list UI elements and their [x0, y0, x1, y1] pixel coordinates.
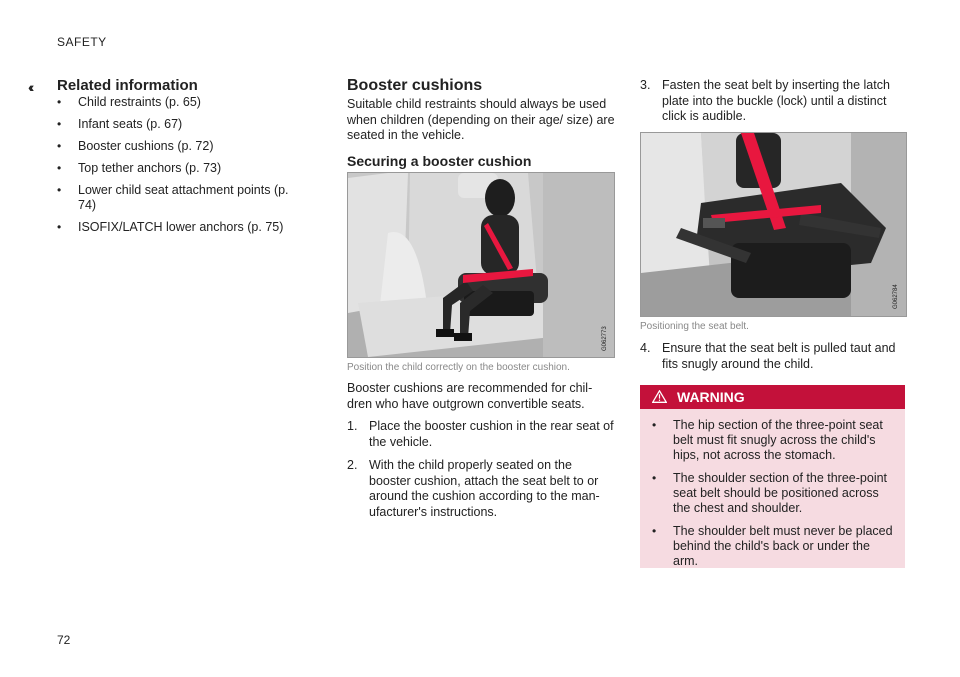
booster-cushion-image	[347, 172, 615, 358]
step-text: With the child properly seated on the booster cushion, attach the seat belt to or around the cushion according to the man- ufacturer's instructions.	[369, 458, 600, 519]
steps-list	[640, 78, 908, 133]
step-number: 4.	[640, 341, 651, 355]
step-item	[640, 341, 908, 372]
step-item	[347, 419, 617, 450]
step-text: Ensure that the seat belt is pulled taut and fits snugly around the child.	[662, 341, 896, 371]
related-link[interactable]: • Child restraints (p. 65)	[57, 95, 307, 110]
page-title: Booster cushions	[347, 77, 483, 94]
warning-item: • The hip section of the three-point seat belt must fit snugly across the child's hips, not across the stomach.	[652, 418, 895, 463]
related-link[interactable]: • Top tether anchors (p. 73)	[57, 161, 307, 176]
figure-code: G062784	[893, 284, 899, 309]
step-number: 3.	[640, 78, 651, 92]
intro-paragraph: Suitable child restraints should always be used when children (depending on their age/ size) are seated in the vehicle.	[347, 97, 615, 142]
steps-list	[347, 419, 617, 528]
body-paragraph: Booster cushions are recommended for chil- dren who have outgrown convertible seats.	[347, 381, 593, 411]
page-number: 72	[57, 633, 71, 647]
warning-item: • The shoulder section of the three-point seat belt should be positioned across the chest and shoulder.	[652, 471, 895, 516]
related-link[interactable]: • ISOFIX/LATCH lower anchors (p. 75)	[57, 220, 307, 235]
warning-title: WARNING	[677, 389, 745, 405]
step-item	[640, 78, 908, 125]
related-link[interactable]: • Infant seats (p. 67)	[57, 117, 307, 132]
step-number: 1.	[347, 419, 358, 433]
warning-triangle-icon	[652, 385, 667, 409]
figure-caption: Positioning the seat belt.	[640, 321, 749, 332]
related-link[interactable]: • Lower child seat attachment points (p. 74)	[57, 183, 307, 213]
figure-code: G062773	[602, 326, 608, 351]
warning-header	[640, 385, 905, 409]
warning-item: • The shoulder belt must never be placed behind the child's back or under the arm.	[652, 524, 895, 569]
warning-box	[640, 385, 905, 568]
seat-belt-image	[640, 132, 907, 317]
related-links-list	[57, 95, 307, 242]
warning-list	[640, 409, 905, 569]
figure-caption: Position the child correctly on the booster cushion.	[347, 362, 570, 373]
section-subtitle: Securing a booster cushion	[347, 153, 532, 169]
step-number: 2.	[347, 458, 358, 472]
step-text: Place the booster cushion in the rear seat of the vehicle.	[369, 419, 614, 449]
step-item	[347, 458, 617, 520]
related-link[interactable]: • Booster cushions (p. 72)	[57, 139, 307, 154]
steps-list	[640, 341, 908, 380]
related-information-heading: Related information	[57, 77, 198, 94]
section-header: SAFETY	[57, 35, 107, 49]
back-chevron-icon[interactable]: ‹‹	[28, 79, 32, 95]
step-text: Fasten the seat belt by inserting the latch plate into the buckle (lock) until a distinct click is audible.	[662, 78, 890, 123]
